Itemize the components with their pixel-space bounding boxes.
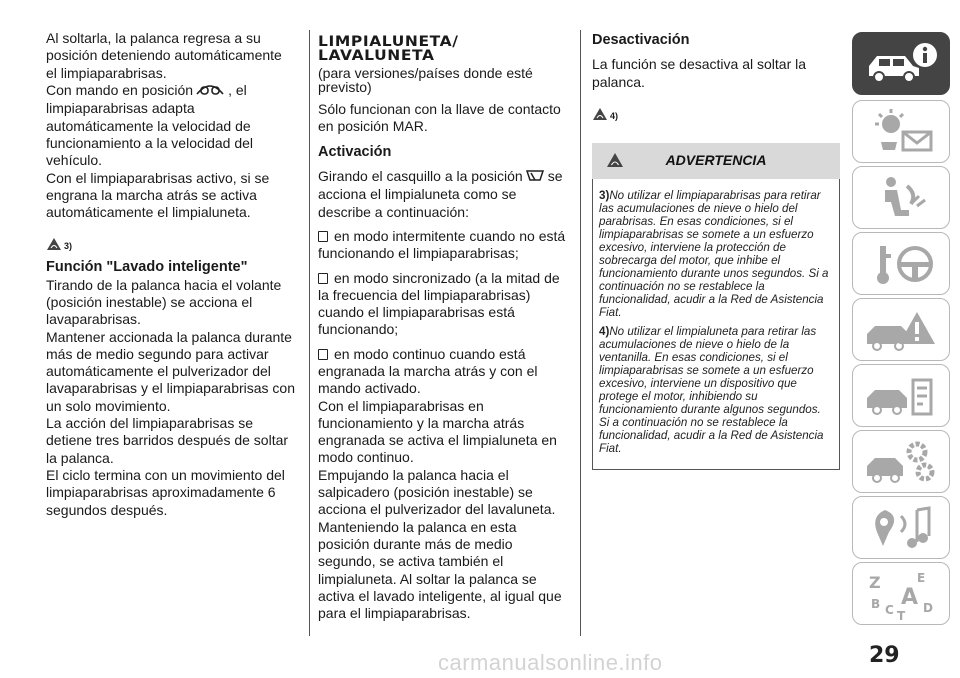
- list-item-text: en modo sincronizado (a la mitad de la frecuencia del limpiaparabrisas) cuando el limpiaparabrisas está funcionando;: [318, 269, 560, 338]
- paragraph: Con el limpiaparabrisas activo, si se engrana la marcha atrás se activa automáticamente el limpialuneta.: [46, 169, 270, 221]
- warning-title: ADVERTENCIA: [665, 152, 767, 169]
- paragraph: Manteniendo la palanca en esta posición durante más de medio segundo, se activa también el limpialuneta. Al soltar la palanca se activa el lavado inteligente, al igual que para el limpiaparabrisas.: [318, 518, 562, 622]
- alphabet-index-icon: [861, 568, 941, 620]
- paragraph: [318, 168, 570, 221]
- warning-item-number: 3): [599, 188, 610, 202]
- paragraph-text: Girando el casquillo a la posición: [318, 167, 523, 184]
- warning-ref-number: 3): [64, 241, 73, 252]
- list-item-text: en modo intermitente cuando no está funcionando el limpiaparabrisas;: [318, 227, 566, 262]
- warning-ref-number: 4): [610, 110, 619, 121]
- car-gears-icon: [861, 436, 941, 488]
- svg-text:A: A: [901, 584, 919, 610]
- paragraph: Mantener accionada la palanca durante más de medio segundo para activar automáticamente el pulverizador del lavaparabrisas y el limpiaparabrisas con un solo movimiento.: [46, 328, 296, 414]
- svg-text:D: D: [923, 600, 933, 615]
- tab-key-steering[interactable]: [852, 232, 950, 295]
- paragraph-text: , el limpiaparabrisas adapta automáticamente la velocidad de funcionamiento a la velocidad del vehículo.: [46, 81, 254, 169]
- warning-reference: [592, 101, 840, 121]
- tab-multimedia[interactable]: [852, 496, 950, 559]
- page-number: 29: [869, 643, 900, 668]
- auto-wiper-icon: [195, 82, 225, 100]
- warning-item-number: 4): [599, 324, 610, 338]
- warning-box: [592, 179, 840, 470]
- warning-item: [599, 325, 833, 455]
- column-2: [318, 33, 570, 622]
- paragraph: [46, 82, 296, 170]
- svg-text:Z: Z: [869, 572, 881, 592]
- list-item: [318, 228, 570, 263]
- list-item: [318, 270, 570, 339]
- paragraph: Con el limpiaparabrisas en funcionamiento y la marcha atrás engranada se activa el limpialuneta en modo continuo.: [318, 397, 557, 466]
- tab-airbag-seat[interactable]: [852, 166, 950, 229]
- paragraph: Tirando de la palanca hacia el volante (posición inestable) se acciona el lavaparabrisas.: [46, 276, 282, 328]
- tab-car-info[interactable]: [852, 32, 950, 95]
- rear-wiper-icon: [525, 168, 545, 186]
- column-divider: [580, 30, 581, 636]
- warning-triangle-icon: [592, 107, 608, 121]
- section-title-line: LAVALUNETA: [318, 46, 435, 64]
- column-3: [592, 30, 840, 470]
- tab-alphabet-index[interactable]: [852, 562, 950, 625]
- warning-item-text: No utilizar el limpiaparabrisas para retirar las acumulaciones de nieve o hielo del parabrisas. En esas condiciones, si el limpiaparabrisas se somete a un esfuerzo excesivo, interviene la protección de sobrecarga del motor, que inhibe el funcionamiento durante unos segundos. Si a continuación no se restablece la funcionalidad, acudir a la Red de Asistencia Fiat.: [599, 188, 829, 319]
- paragraph: Sólo funcionan con la llave de contacto en posición MAR.: [318, 101, 561, 135]
- section-heading: Función "Lavado inteligente": [46, 259, 248, 276]
- watermark-footer: carmanualsonline.info: [438, 650, 663, 675]
- warning-item-text: No utilizar el limpialuneta para retirar las acumulaciones de nieve o hielo de la ventanilla. En esas condiciones, si el limpiaparabrisas se somete a un esfuerzo excesivo, interviene un dispositivo que protege el motor, inhibiendo su funcionamiento durante algunos segundos. Si a continuación no se restablece la funcionalidad, acudir a la Red de Asistencia Fiat.: [599, 324, 824, 455]
- section-heading: Desactivación: [592, 32, 690, 48]
- bullet-icon: [318, 349, 328, 360]
- car-service-icon: [861, 370, 941, 422]
- paragraph: Al soltarla, la palanca regresa a su posición deteniendo automáticamente el limpiaparabrisas.: [46, 30, 282, 81]
- paragraph-text: se acciona el limpialuneta como se describe a continuación:: [318, 167, 563, 220]
- paragraph-text: Con mando en posición: [46, 81, 194, 98]
- svg-text:T: T: [897, 608, 906, 620]
- paragraph: El ciclo termina con un movimiento del limpiaparabrisas aproximadamente 6 segundos después.: [46, 466, 285, 518]
- tab-car-gears[interactable]: [852, 430, 950, 493]
- svg-text:B: B: [871, 596, 881, 611]
- section-title: [318, 35, 570, 63]
- svg-text:C: C: [885, 602, 894, 617]
- tab-car-service[interactable]: [852, 364, 950, 427]
- list-item: [318, 346, 570, 398]
- column-1: [46, 30, 296, 519]
- paragraph: La función se desactiva al soltar la palanca.: [592, 56, 807, 90]
- section-title-line: LIMPIALUNETA/: [318, 33, 459, 50]
- bullet-icon: [318, 273, 328, 284]
- list-item-text: en modo continuo cuando está engranada la marcha atrás y con el mando activado.: [318, 345, 538, 397]
- warning-triangle-icon: [606, 152, 624, 168]
- bullet-icon: [318, 231, 328, 242]
- tab-car-warning[interactable]: [852, 298, 950, 361]
- lights-mail-icon: [861, 106, 941, 158]
- section-heading: Activación: [318, 143, 392, 160]
- paragraph: Empujando la palanca hacia el salpicadero (posición inestable) se acciona el pulverizador del lavaluneta.: [318, 466, 556, 518]
- car-warning-icon: [861, 304, 941, 356]
- tab-lights-mail[interactable]: [852, 100, 950, 163]
- warning-reference: [46, 231, 296, 251]
- warning-item: [599, 189, 833, 319]
- paragraph: La acción del limpiaparabrisas se detiene tres barridos después de soltar la palanca.: [46, 415, 289, 466]
- warning-header: [592, 143, 840, 179]
- svg-text:E: E: [917, 570, 926, 585]
- car-info-icon: [861, 38, 941, 90]
- warning-triangle-icon: [46, 237, 62, 251]
- airbag-seat-icon: [861, 172, 941, 224]
- multimedia-music-icon: [861, 502, 941, 554]
- subtitle: (para versiones/países donde esté previsto): [318, 65, 533, 95]
- key-steering-icon: [861, 238, 941, 290]
- column-divider: [309, 30, 310, 636]
